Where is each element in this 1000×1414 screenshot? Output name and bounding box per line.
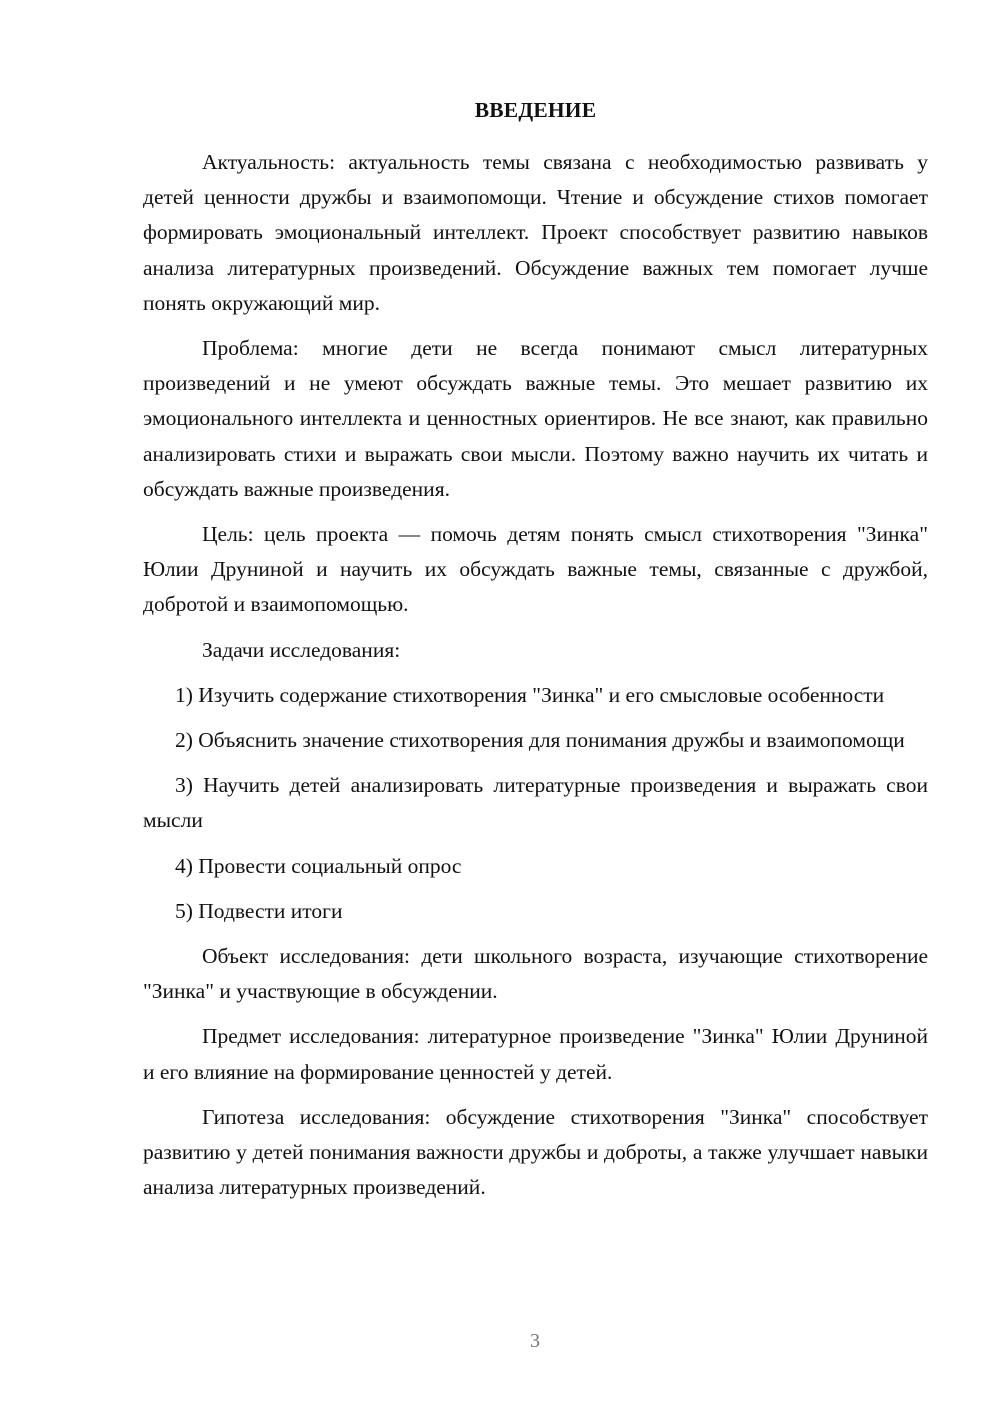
task-item-4: 4) Провести социальный опрос (175, 853, 462, 878)
paragraph-hypothesis: Гипотеза исследования: обсуждение стихотворения "Зинка" способствует развитию у детей понимания важности дружбы и доброты, а также улучшает навыки анализа литературных произведений. (143, 1104, 928, 1200)
task-item-3: 3) Научить детей анализировать литературные произведения и выражать свои мысли (143, 773, 928, 833)
paragraph-problem: Проблема: многие дети не всегда понимают смысл литературных произведений и не умеют обсуждать важные темы. Это мешает развитию их эмоционального интеллекта и ценностных ориентиров. Не все знают, как правильно анализировать стихи и выражать свои мысли. Поэтому важно научить их читать и обсуждать важные произведения. (143, 336, 928, 501)
paragraph-object: Объект исследования: дети школьного возраста, изучающие стихотворение "Зинка" и участвующие в обсуждении. (143, 944, 928, 1004)
document-page (143, 95, 928, 1205)
task-item-2: 2) Объяснить значение стихотворения для понимания дружбы и взаимопомощи (175, 728, 905, 753)
paragraph-relevance: Актуальность: актуальность темы связана с необходимостью развивать у детей ценности дружбы и взаимопомощи. Чтение и обсуждение стихов помогает формировать эмоциональный интеллект. Проект способствует развитию навыков анализа литературных произведений. Обсуждение важных тем помогает лучше понять окружающий мир. (143, 150, 928, 315)
task-item-1: 1) Изучить содержание стихотворения "Зинка" и его смысловые особенности (175, 682, 885, 707)
paragraph-subject: Предмет исследования: литературное произведение "Зинка" Юлии Друниной и его влияние на формирование ценностей у детей. (143, 1024, 928, 1084)
task-item-5: 5) Подвести итоги (175, 898, 343, 923)
tasks-heading: Задачи исследования: (202, 637, 401, 662)
page-title: ВВЕДЕНИЕ (474, 98, 597, 122)
paragraph-goal: Цель: цель проекта — помочь детям понять смысл стихотворения "Зинка" Юлии Друниной и научить их обсуждать важные темы, связанные с дружбой, добротой и взаимопомощью. (143, 522, 928, 617)
page-number: 3 (530, 1330, 540, 1352)
